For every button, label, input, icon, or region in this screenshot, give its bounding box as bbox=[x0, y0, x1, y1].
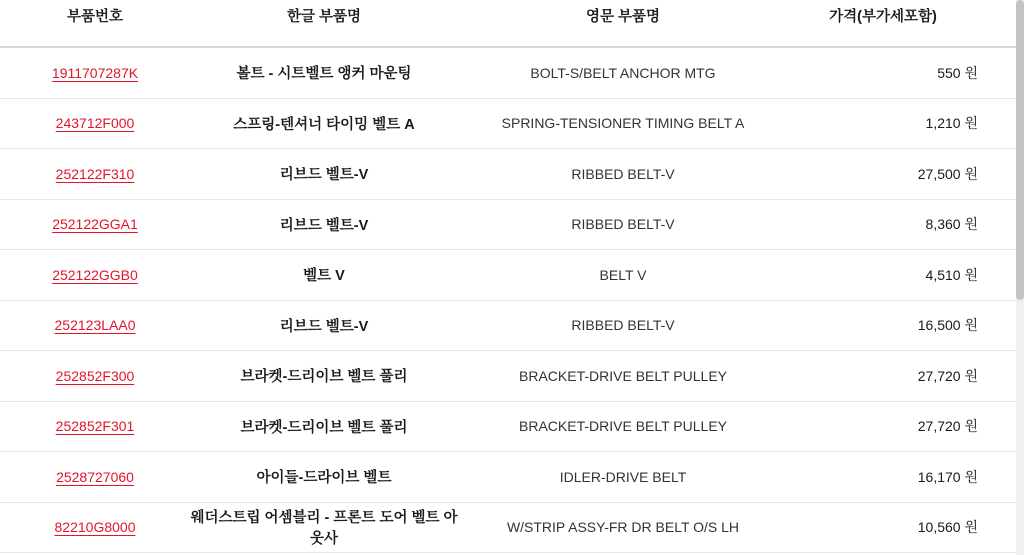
column-header-kor-name: 한글 부품명 bbox=[190, 0, 458, 47]
column-header-part-no: 부품번호 bbox=[0, 0, 190, 47]
price-cell: 16,170 원 bbox=[788, 452, 1024, 503]
price-cell: 27,720 원 bbox=[788, 401, 1024, 452]
price-cell: 27,500 원 bbox=[788, 149, 1024, 200]
kor-name-cell: 리브드 벨트-V bbox=[190, 199, 458, 250]
part-no-cell bbox=[0, 452, 190, 503]
eng-name-cell: W/STRIP ASSY-FR DR BELT O/S LH bbox=[458, 502, 788, 553]
column-header-eng-name: 영문 부품명 bbox=[458, 0, 788, 47]
price-cell: 4,510 원 bbox=[788, 250, 1024, 301]
part-no-cell bbox=[0, 502, 190, 553]
table-row bbox=[0, 98, 1024, 149]
eng-name-cell: BOLT-S/BELT ANCHOR MTG bbox=[458, 47, 788, 98]
price-cell: 16,500 원 bbox=[788, 300, 1024, 351]
part-no-link[interactable]: 252122GGA1 bbox=[52, 216, 138, 233]
part-no-link[interactable]: 252122F310 bbox=[55, 165, 135, 182]
price-cell: 1,210 원 bbox=[788, 98, 1024, 149]
vertical-scrollbar-track[interactable] bbox=[1016, 0, 1024, 555]
kor-name-cell: 브라켓-드리이브 벨트 풀리 bbox=[190, 351, 458, 402]
kor-name-cell: 스프링-텐셔너 타이밍 벨트 A bbox=[190, 98, 458, 149]
part-no-cell bbox=[0, 250, 190, 301]
price-cell: 8,360 원 bbox=[788, 199, 1024, 250]
part-no-cell bbox=[0, 199, 190, 250]
table-row bbox=[0, 452, 1024, 503]
part-no-link[interactable]: 252123LAA0 bbox=[54, 317, 136, 334]
eng-name-cell: IDLER-DRIVE BELT bbox=[458, 452, 788, 503]
part-no-cell bbox=[0, 47, 190, 98]
table-header bbox=[0, 0, 1024, 47]
table-row bbox=[0, 149, 1024, 200]
part-no-link[interactable]: 252852F301 bbox=[55, 418, 135, 435]
eng-name-cell: BELT V bbox=[458, 250, 788, 301]
part-no-link[interactable]: 243712F000 bbox=[55, 115, 135, 132]
column-header-price: 가격(부가세포함) bbox=[788, 0, 1024, 47]
kor-name-cell: 아이들-드라이브 벨트 bbox=[190, 452, 458, 503]
part-no-cell bbox=[0, 401, 190, 452]
table-body bbox=[0, 47, 1024, 553]
part-no-cell bbox=[0, 300, 190, 351]
table-row bbox=[0, 250, 1024, 301]
part-no-link[interactable]: 1911707287K bbox=[51, 64, 139, 81]
part-no-link[interactable]: 82210G8000 bbox=[54, 519, 136, 536]
kor-name-cell: 웨더스트립 어셈블리 - 프론트 도어 벨트 아웃사 bbox=[190, 502, 458, 553]
eng-name-cell: RIBBED BELT-V bbox=[458, 149, 788, 200]
eng-name-cell: RIBBED BELT-V bbox=[458, 199, 788, 250]
table-row bbox=[0, 401, 1024, 452]
table-row bbox=[0, 502, 1024, 553]
part-no-link[interactable]: 252852F300 bbox=[55, 367, 135, 384]
price-cell: 10,560 원 bbox=[788, 502, 1024, 553]
eng-name-cell: BRACKET-DRIVE BELT PULLEY bbox=[458, 351, 788, 402]
price-cell: 27,720 원 bbox=[788, 351, 1024, 402]
kor-name-cell: 벨트 V bbox=[190, 250, 458, 301]
eng-name-cell: SPRING-TENSIONER TIMING BELT A bbox=[458, 98, 788, 149]
kor-name-cell: 리브드 벨트-V bbox=[190, 149, 458, 200]
part-no-cell bbox=[0, 98, 190, 149]
kor-name-cell: 볼트 - 시트벨트 앵커 마운팅 bbox=[190, 47, 458, 98]
eng-name-cell: BRACKET-DRIVE BELT PULLEY bbox=[458, 401, 788, 452]
table-row bbox=[0, 47, 1024, 98]
part-no-link[interactable]: 252122GGB0 bbox=[52, 266, 138, 283]
table-row bbox=[0, 300, 1024, 351]
part-no-link[interactable]: 2528727060 bbox=[56, 468, 134, 485]
table-row bbox=[0, 199, 1024, 250]
kor-name-cell: 리브드 벨트-V bbox=[190, 300, 458, 351]
table-header-row bbox=[0, 0, 1024, 47]
table-row bbox=[0, 351, 1024, 402]
vertical-scrollbar-thumb[interactable] bbox=[1016, 0, 1024, 300]
kor-name-cell: 브라켓-드리이브 벨트 풀리 bbox=[190, 401, 458, 452]
part-no-cell bbox=[0, 351, 190, 402]
price-cell: 550 원 bbox=[788, 47, 1024, 98]
part-no-cell bbox=[0, 149, 190, 200]
eng-name-cell: RIBBED BELT-V bbox=[458, 300, 788, 351]
